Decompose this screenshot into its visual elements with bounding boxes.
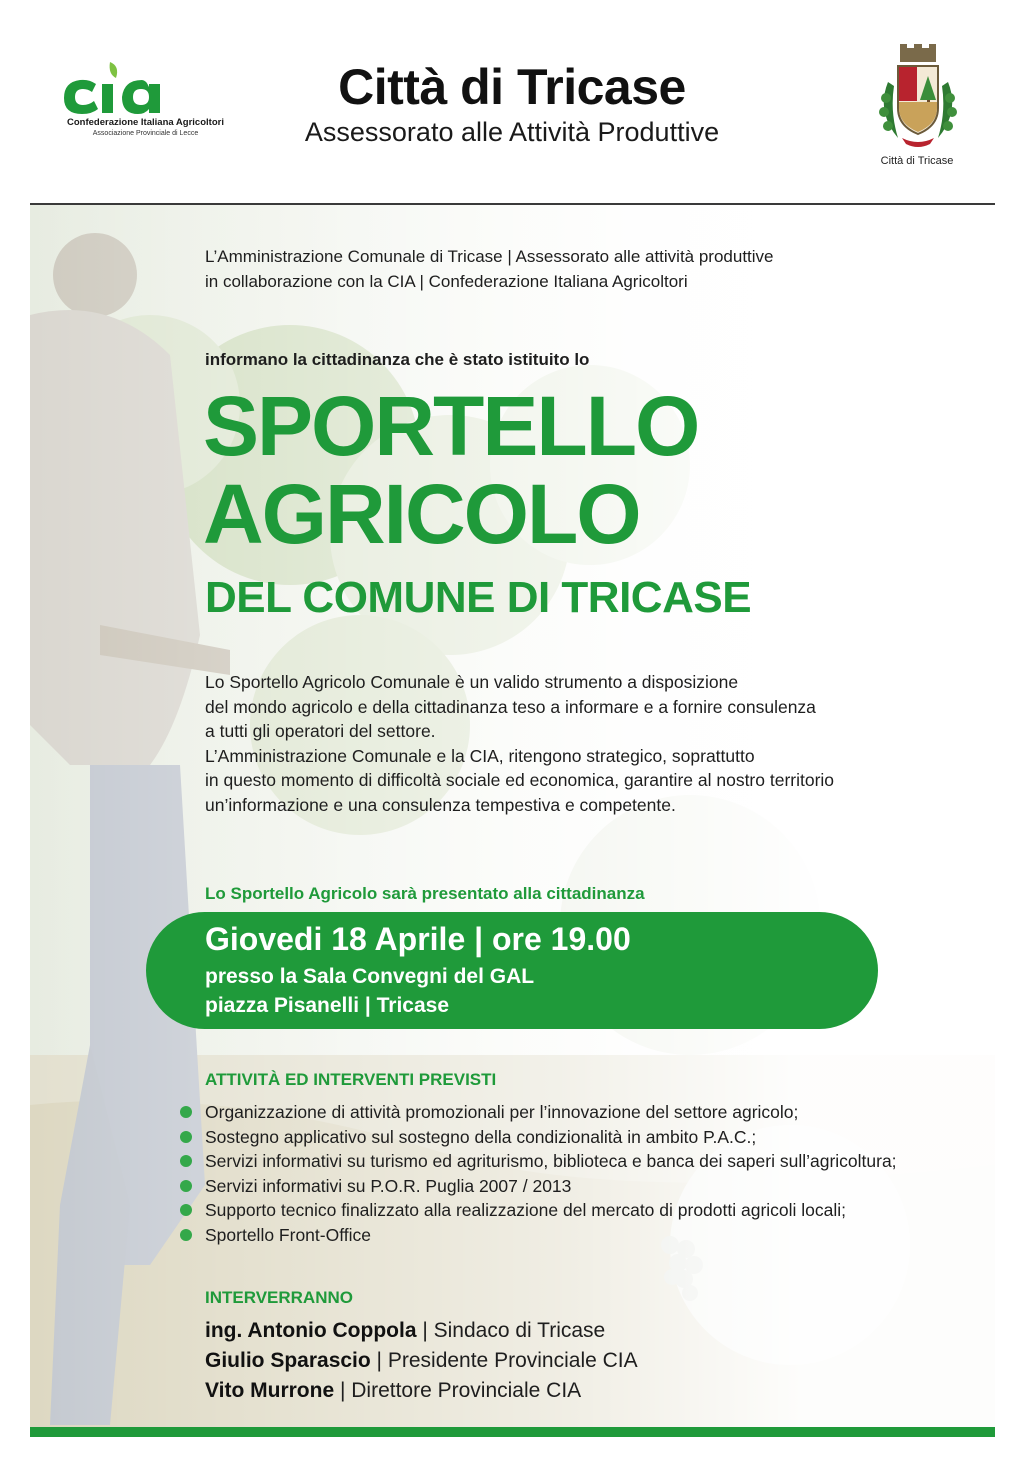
speaker-role: | Direttore Provinciale CIA	[334, 1379, 582, 1402]
description-line: un’informazione e una consulenza tempestiva e competente.	[205, 794, 676, 815]
list-item	[180, 1223, 897, 1248]
event-intro: Lo Sportello Agricolo sarà presentato alla cittadinanza	[205, 884, 645, 903]
bullet-icon	[180, 1106, 192, 1118]
bottom-bar	[30, 1427, 995, 1437]
cia-subtitle: Associazione Provinciale di Lecce	[92, 130, 199, 137]
speaker-role: | Presidente Provinciale CIA	[370, 1349, 638, 1372]
speakers-heading: INTERVERRANNO	[205, 1288, 353, 1307]
main-title-line2: AGRICOLO	[203, 467, 640, 561]
speakers-list	[205, 1316, 638, 1406]
event-place	[205, 962, 534, 1020]
list-item-text: Organizzazione di attività promozionali per l’innovazione del settore agricolo;	[205, 1102, 799, 1122]
activities-heading: ATTIVITÀ ED INTERVENTI PREVISTI	[205, 1070, 497, 1089]
intro-line: L’Amministrazione Comunale di Tricase | Assessorato alle attività produttive	[205, 247, 774, 266]
bullet-icon	[180, 1229, 192, 1241]
bullet-icon	[180, 1180, 192, 1192]
bullet-icon	[180, 1155, 192, 1167]
informano-text: informano la cittadinanza che è stato istituito lo	[205, 350, 590, 369]
description-line: L’Amministrazione Comunale e la CIA, ritengono strategico, soprattutto	[205, 745, 755, 766]
bullet-icon	[180, 1204, 192, 1216]
speaker-name: Vito Murrone	[205, 1379, 335, 1402]
description-line: Lo Sportello Agricolo Comunale è un valido strumento a disposizione	[205, 672, 739, 692]
bullet-icon	[180, 1131, 192, 1143]
main-title-line1: SPORTELLO	[203, 379, 699, 473]
event-place-line: piazza Pisanelli | Tricase	[205, 994, 450, 1017]
list-item-text: Servizi informativi su turismo ed agriturismo, biblioteca e banca dei saperi sull’agricoltura;	[205, 1151, 897, 1171]
description	[205, 670, 965, 817]
speaker-role: | Sindaco di Tricase	[416, 1319, 606, 1342]
list-item-text: Supporto tecnico finalizzato alla realizzazione del mercato di prodotti agricoli locali;	[205, 1200, 847, 1220]
description-line: del mondo agricolo e della cittadinanza teso a informare e a fornire consulenza	[205, 696, 816, 717]
description-line: a tutti gli operatori del settore.	[205, 721, 436, 741]
list-item	[180, 1100, 897, 1125]
speaker-row	[205, 1316, 638, 1346]
main-subtitle: DEL COMUNE DI TRICASE	[205, 573, 752, 622]
city-crest-icon	[868, 42, 968, 152]
speaker-row	[205, 1346, 638, 1376]
crest-caption: Città di Tricase	[880, 155, 954, 167]
cia-name: Confederazione Italiana Agricoltori	[67, 117, 224, 128]
list-item	[180, 1149, 897, 1174]
event-date: Giovedi 18 Aprile | ore 19.00	[205, 921, 631, 957]
speaker-name: ing. Antonio Coppola	[205, 1319, 417, 1342]
intro-line: in collaborazione con la CIA | Confederazione Italiana Agricoltori	[205, 272, 688, 291]
list-item	[180, 1125, 897, 1150]
event-place-line: presso la Sala Convegni del GAL	[205, 965, 535, 988]
list-item-text: Sostegno applicativo sul sostegno della condizionalità in ambito P.A.C.;	[205, 1126, 757, 1147]
activities-list	[180, 1100, 897, 1247]
speaker-row	[205, 1376, 638, 1406]
list-item-text: Sportello Front-Office	[205, 1224, 371, 1245]
city-subtitle: Assessorato alle Attività Produttive	[304, 117, 720, 147]
intro-text	[205, 244, 774, 294]
description-line: in questo momento di difficoltà sociale ed economica, garantire al nostro territorio	[205, 770, 835, 790]
list-item	[180, 1198, 897, 1223]
list-item	[180, 1174, 897, 1199]
speaker-name: Giulio Sparascio	[205, 1349, 371, 1372]
city-title: Città di Tricase	[338, 59, 686, 115]
list-item-text: Servizi informativi su P.O.R. Puglia 2007 / 2013	[205, 1175, 572, 1196]
